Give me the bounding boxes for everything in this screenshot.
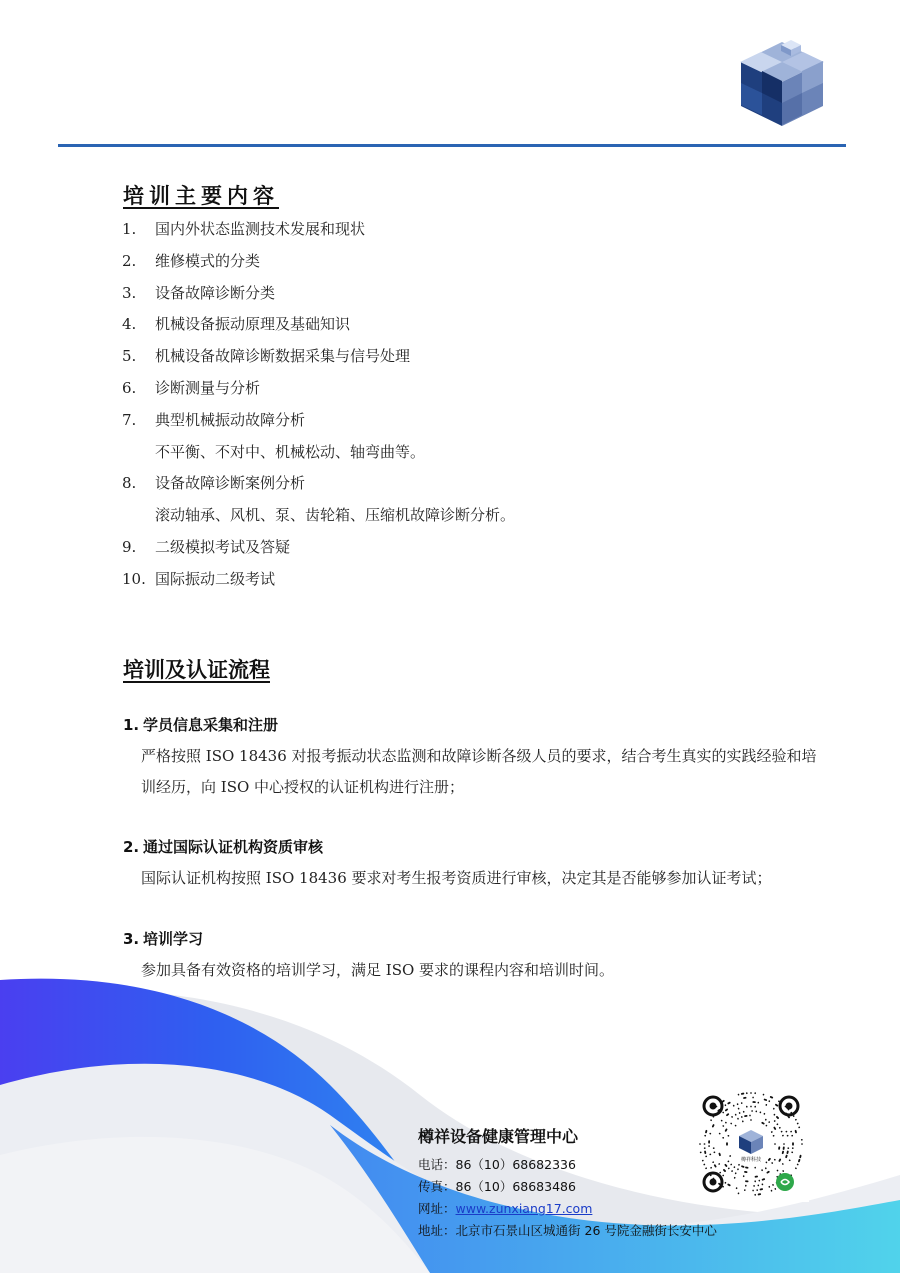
qr-finder-center: [710, 1103, 717, 1110]
list-item-detail: 滚动轴承、风机、泵、齿轮箱、压缩机故障诊断分析。: [155, 506, 516, 525]
process-step: [123, 836, 823, 894]
qr-dot: [708, 1140, 710, 1143]
qr-dot: [792, 1142, 794, 1145]
training-content-list: [122, 217, 822, 599]
step-title: 3. 培训学习: [123, 930, 204, 948]
fax-line: 传真：86（10）68683486: [418, 1179, 576, 1194]
list-item: 9. 二级模拟考试及答疑: [122, 537, 291, 556]
training-content-title: 培训主要内容: [123, 184, 279, 208]
list-item: 7. 典型机械振动故障分析 不平衡、不对中、机械松动、轴弯曲等。: [122, 408, 822, 472]
puzzle-cube-logo-icon: [735, 38, 830, 128]
list-item: 5. 机械设备故障诊断数据采集与信号处理: [122, 347, 411, 366]
qr-dot: [750, 1092, 752, 1094]
process-step: [123, 714, 823, 803]
list-item: 10. 国际振动二级考试: [122, 569, 276, 588]
qr-dot: [801, 1143, 803, 1145]
qr-dot: [774, 1143, 776, 1145]
list-item: 4. 机械设备振动原理及基础知识: [122, 315, 351, 334]
qr-dot: [752, 1101, 756, 1103]
website-link[interactable]: www.zunxiang17.com: [455, 1201, 593, 1216]
step-description: 国际认证机构按照 ISO 18436 要求对考生报考资质进行审核，决定其是否能够参加认证考试；: [141, 869, 772, 887]
step-description: 严格按照 ISO 18436 对报考振动状态监测和故障诊断各级人员的要求，结合考生真实的实践经验和培训经历，向 ISO 中心授权的认证机构进行注册；: [141, 747, 817, 796]
qr-code-icon: [693, 1086, 809, 1202]
organization-name: 樽祥设备健康管理中心: [418, 1127, 579, 1146]
qr-dot: [699, 1143, 701, 1145]
step-title: 2. 通过国际认证机构资质审核: [123, 838, 324, 856]
list-item-detail: 不平衡、不对中、机械松动、轴弯曲等。: [155, 442, 426, 461]
phone-line: 电话：86（10）68682336: [418, 1157, 576, 1172]
list-item: 2. 维修模式的分类: [122, 251, 261, 270]
qr-logo-text: 樽祥科技: [740, 1157, 762, 1163]
header-divider: [58, 144, 846, 147]
qr-finder-center: [786, 1103, 793, 1110]
step-description: 参加具备有效资格的培训学习，满足 ISO 要求的课程内容和培训时间。: [141, 961, 615, 979]
qr-dot: [783, 1143, 785, 1145]
list-item: 1. 国内外状态监测技术发展和现状: [122, 220, 366, 238]
list-item: 8. 设备故障诊断案例分析 滚动轴承、风机、泵、齿轮箱、压缩机故障诊断分析。: [122, 471, 822, 535]
qr-dot: [750, 1106, 752, 1108]
list-item: 6. 诊断测量与分析: [122, 378, 261, 397]
qr-dot: [750, 1119, 752, 1121]
qr-finder-center: [710, 1179, 717, 1186]
certification-process-title: 培训及认证流程: [123, 658, 270, 682]
list-item: 3. 设备故障诊断分类: [122, 283, 276, 302]
qr-dot: [726, 1142, 728, 1145]
website-line: 网址：www.zunxiang17.com: [418, 1201, 593, 1216]
step-title: 1. 学员信息采集和注册: [123, 716, 279, 734]
qr-dot: [704, 1143, 706, 1145]
organization-contact: [418, 1124, 717, 1242]
address-line: 地址：北京市石景山区城通街 26 号院金融街长安中心: [418, 1223, 717, 1238]
